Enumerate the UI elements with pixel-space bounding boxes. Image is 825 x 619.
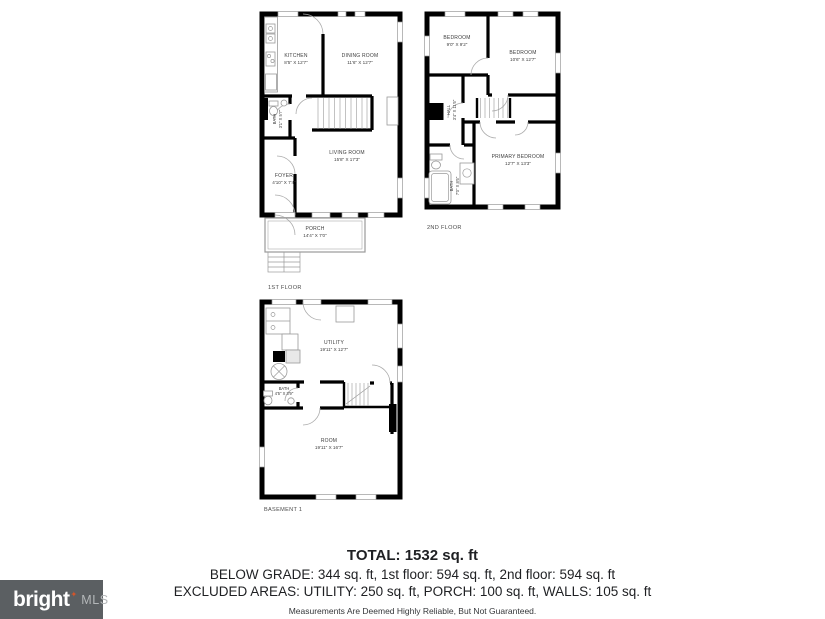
toilet-tank: [269, 101, 278, 106]
room-label-primary: PRIMARY BEDROOM: [491, 154, 545, 160]
disclaimer-text: Measurements Are Deemed Highly Reliable, But Not Guaranteed.: [288, 606, 537, 616]
bath-sink: [288, 398, 294, 404]
kitchen-sink: [266, 24, 275, 33]
stove: [266, 52, 275, 66]
room-door-arc: [303, 408, 320, 425]
room-label-utility: UTILITY: [323, 340, 345, 346]
refrigerator: [266, 74, 277, 90]
vanity: [460, 163, 474, 184]
hvac-unit: [286, 350, 300, 363]
total-area: TOTAL: 1532 sq. ft: [346, 547, 479, 564]
room-label-foyer: FOYER: [274, 173, 294, 179]
room-label-bedroom2: BEDROOM: [509, 50, 537, 56]
room-label-bath3: BATH: [278, 386, 290, 391]
basement-stairs: [346, 383, 370, 406]
room-dims-hall: 3'4" X 11'6": [452, 99, 457, 121]
room-dims-utility: 19'11" X 12'7": [319, 347, 349, 352]
primary-door-arc: [480, 122, 496, 138]
room-dims-bath3: 4'5" X 3'9": [274, 391, 294, 396]
bathtub: [429, 171, 451, 204]
first-floor-stairs: [318, 98, 367, 129]
first-floor-plan: [256, 8, 408, 298]
toilet-tank: [430, 154, 442, 160]
room-dims-bath1: 3'1" X 5'7": [278, 109, 283, 129]
chimney: [425, 103, 444, 120]
room-dims-kitchen: 8'5" X 12'7": [284, 60, 308, 65]
room-label-dining: DINING ROOM: [341, 53, 379, 59]
window-seat: [387, 97, 398, 125]
room-dims-bedroom1: 9'0" X 9'2": [446, 42, 468, 47]
basement-plan: [256, 294, 408, 519]
logo-star-icon: ✦: [70, 590, 78, 599]
equipment: [336, 306, 354, 322]
appliance: [282, 334, 298, 350]
room-dims-foyer: 4'10" X 7'4": [272, 180, 296, 185]
side-door-gap: [398, 366, 403, 382]
below-grade-line: BELOW GRADE: 344 sq. ft, 1st floor: 594 sq. ft, 2nd floor: 594 sq. ft: [209, 567, 616, 582]
room-label-bath2: BATH: [449, 180, 454, 192]
room-dims-bedroom2: 10'6" X 12'7": [510, 57, 536, 62]
room-label-bedroom1: BEDROOM: [443, 35, 471, 41]
room-label-living: LIVING ROOM: [329, 150, 365, 156]
room-label-porch: PORCH: [305, 226, 325, 232]
entry-door-arc: [275, 195, 295, 215]
basement-label: BASEMENT 1: [264, 507, 303, 513]
logo-brand-text: bright: [13, 588, 70, 611]
room-label-bath1: BATH: [272, 113, 277, 125]
second-bath-fixtures: [429, 154, 474, 204]
second-floor-doors: [448, 58, 528, 159]
area-summary: [0, 547, 825, 616]
toilet-tank: [264, 391, 273, 396]
foyer-door-arc: [277, 156, 295, 174]
toilet: [432, 161, 441, 169]
kitchen-door-arc: [303, 14, 323, 34]
second-floor-stairs: [481, 98, 508, 118]
closet-door-arc: [515, 122, 528, 135]
bath-sink: [281, 100, 287, 106]
side-entry-arc: [372, 365, 390, 383]
second-floor-plan: [420, 8, 570, 238]
second-floor-label: 2ND FLOOR: [427, 225, 462, 231]
bedroom1-door-arc: [471, 58, 488, 75]
first-floor-label: 1ST FLOOR: [268, 285, 302, 291]
room-dims-porch: 14'4" X 7'0": [303, 233, 327, 238]
bright-mls-logo: [0, 580, 109, 619]
bedroom2-door-arc: [492, 95, 508, 111]
room-dims-bath2: 7'0" X 8'6": [455, 176, 460, 196]
stair-door-arc: [296, 98, 312, 114]
room-dims-primary: 12'7" X 13'3": [505, 161, 531, 166]
excluded-areas-line: EXCLUDED AREAS: UTILITY: 250 sq. ft, PORCH: 100 sq. ft, WALLS: 105 sq. ft: [173, 584, 652, 599]
wall-fill: [389, 404, 397, 432]
room-dims-living: 15'8" X 17'3": [334, 157, 360, 162]
room-label-hall: HALL: [446, 104, 451, 116]
kitchen-fixtures: [265, 17, 278, 92]
room-dims-dining: 11'6" X 12'7": [347, 60, 373, 65]
furnace: [273, 351, 285, 362]
logo-mls-text: MLS: [81, 592, 109, 607]
room-label-room: ROOM: [320, 438, 338, 444]
chimney: [260, 98, 269, 120]
top-door-gap: [303, 300, 321, 305]
room-dims-room: 19'11" X 16'7": [314, 445, 344, 450]
bath-door-arc: [450, 145, 464, 159]
room-label-kitchen: KITCHEN: [284, 53, 308, 59]
toilet: [264, 396, 272, 405]
